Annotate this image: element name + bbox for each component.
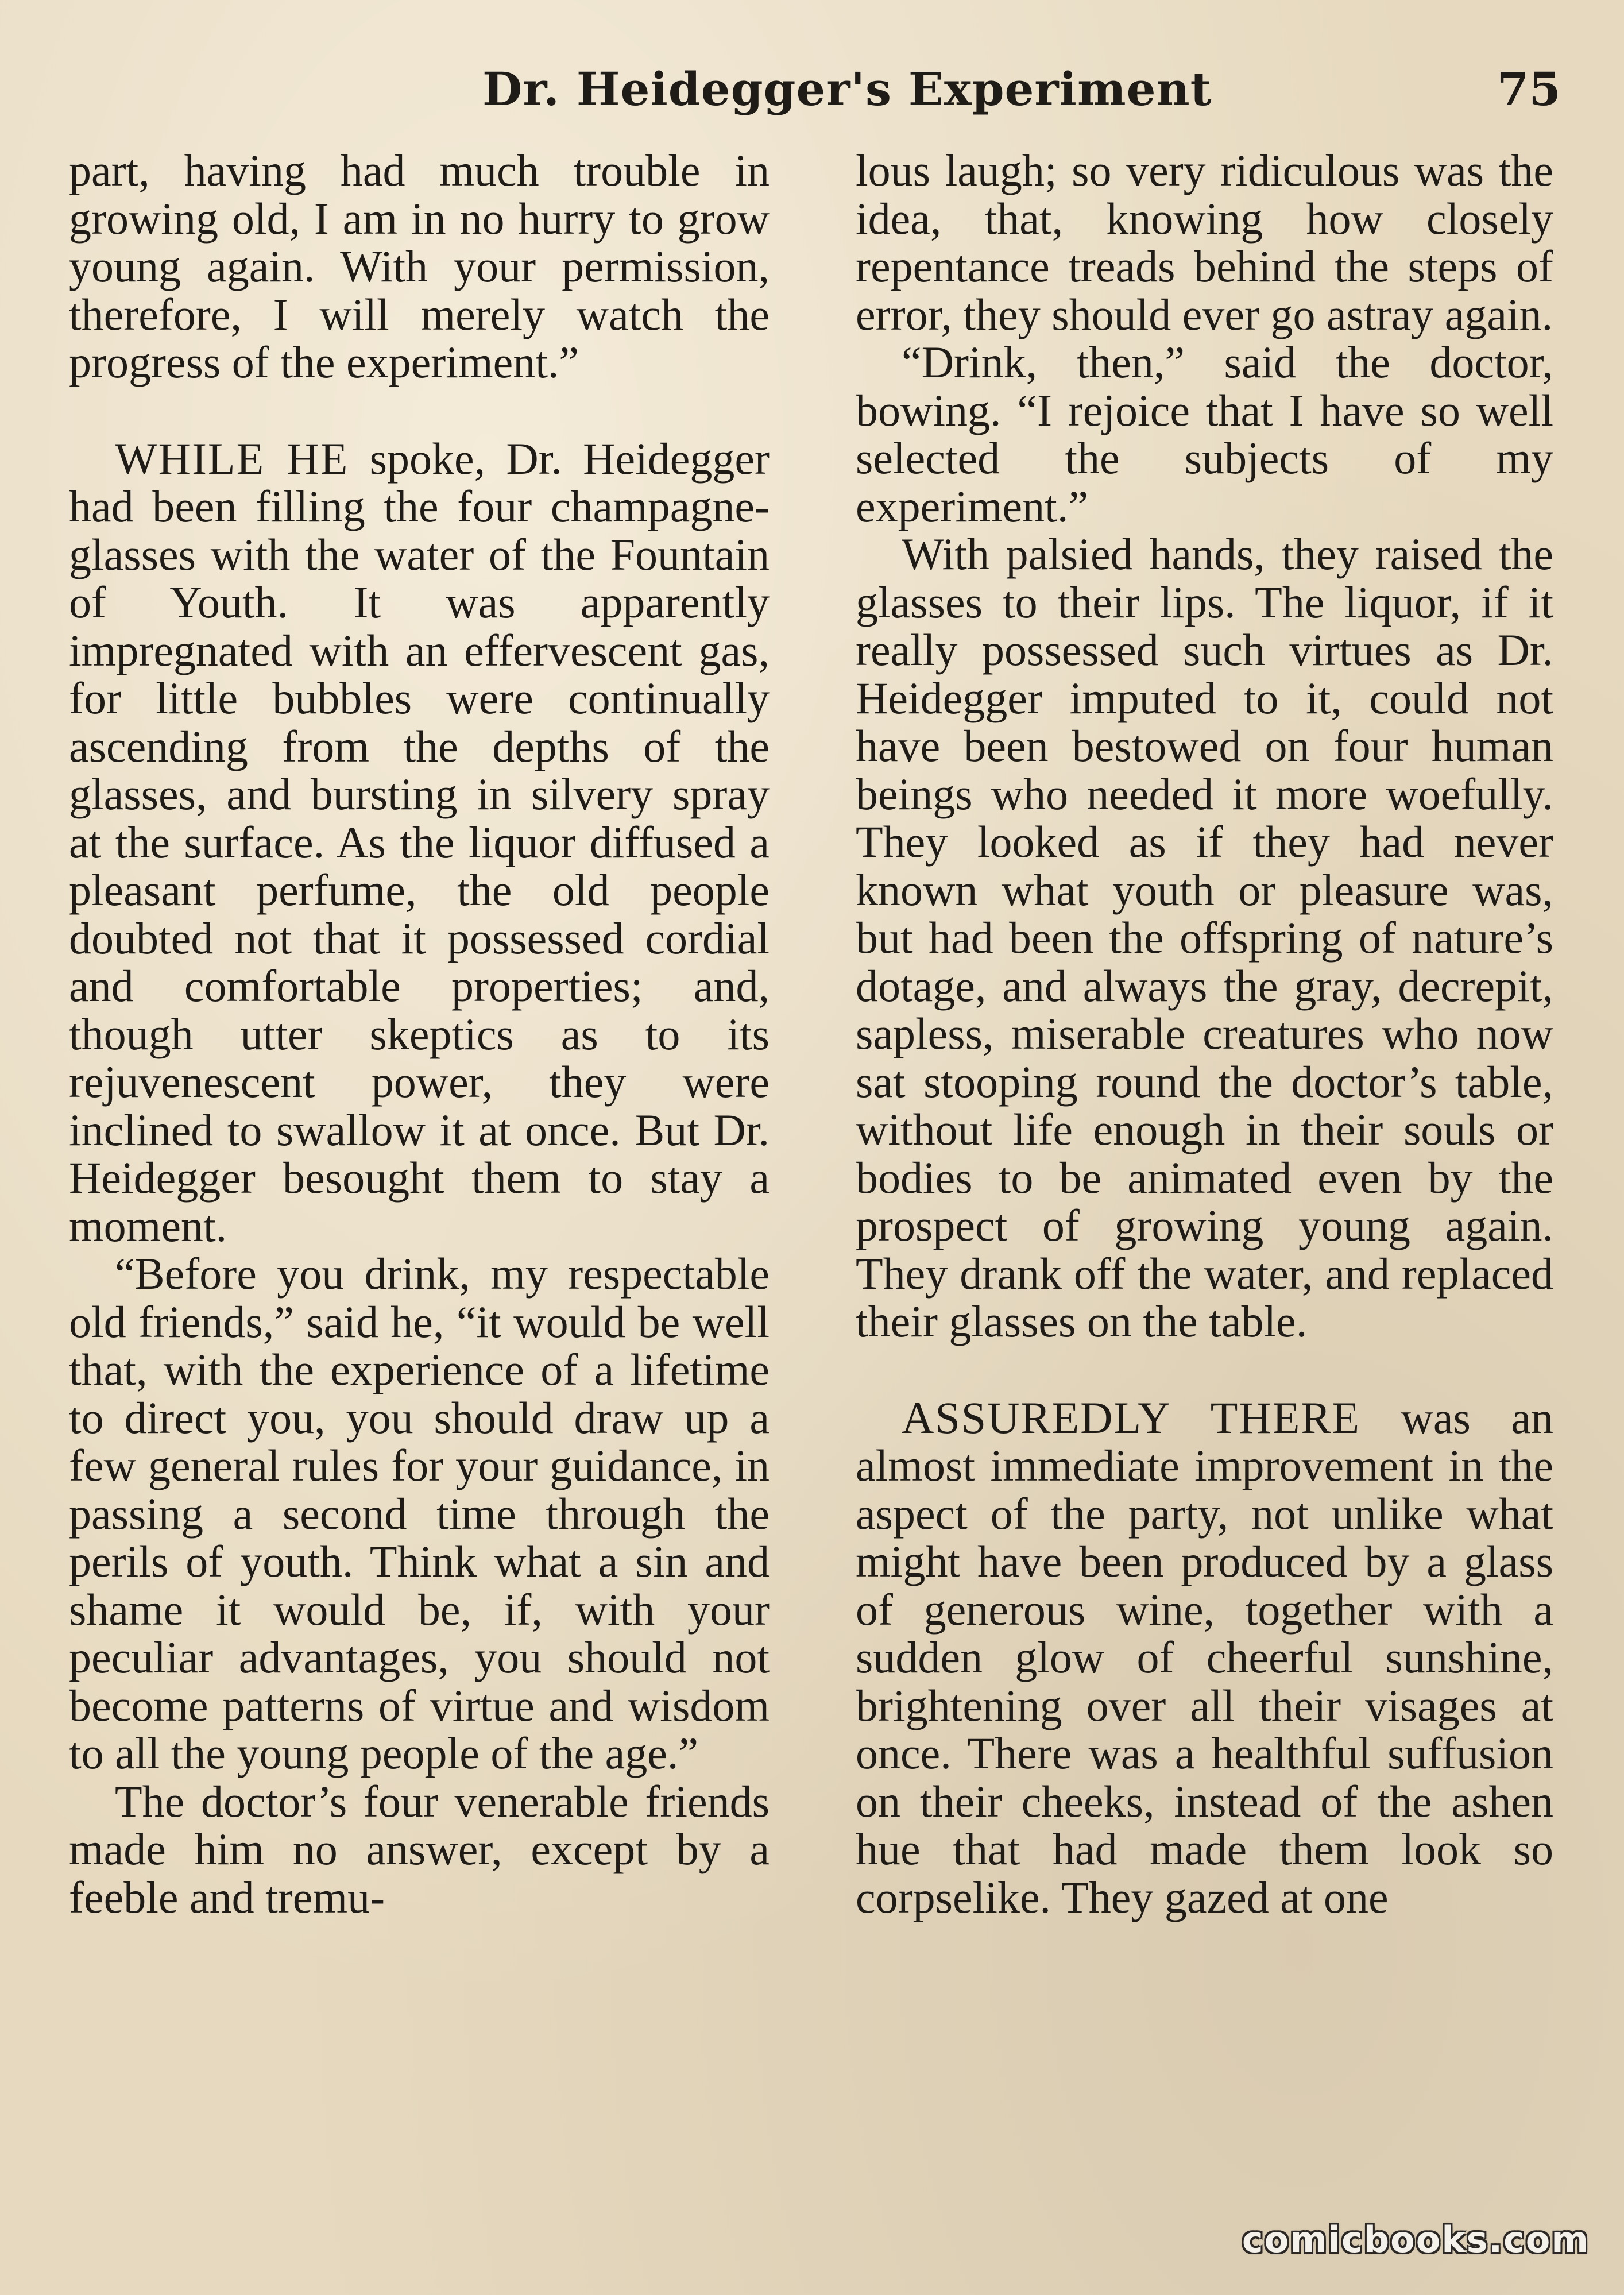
paragraph-text: was an almost immediate improvement in the aspect of the party, not unlike what might have been produced by a glass of generous wine, together with a sudden glow of cheerful sunshine, brightening over all their visages at once. There was a healthful suffusion on their cheeks, instead of the ashen hue that had made them look so corpselike. They gazed at one [856,1392,1553,1922]
watermark: comicbooks.com [1242,2219,1590,2261]
paragraph [69,146,770,387]
section-lead-in: ASSUREDLY THERE [902,1392,1361,1443]
section-lead-in: WHILE HE [115,433,349,484]
page-number: 75 [1497,62,1561,116]
paragraph [69,435,770,1250]
paragraph [69,1250,770,1778]
page-header [69,57,1561,121]
paragraph [69,1778,770,1922]
paragraph-text: part, having had much trouble in growing old, I am in no hurry to grow young again. With your permission, therefore, I will merely watch the progress of the experiment.” [69,145,770,387]
paragraph [856,1394,1553,1922]
running-title: Dr. Heidegger's Experiment [482,62,1212,116]
paragraph [856,530,1553,1346]
paragraph [856,146,1553,338]
paragraph-text: spoke, Dr. Heidegger had been filling the four champagne-glasses with the water of the Fountain of Youth. It was apparently impregnated with an effervescent gas, for little bubbles were continually ascending from the depths of the glasses, and bursting in silvery spray at the surface. As the liquor diffused a pleasant perfume, the old people doubted not that it possessed cordial and comfortable properties; and, though utter skeptics as to its rejuvenescent power, they were inclined to swallow it at once. But Dr. Heidegger besought them to stay a moment. [69,433,770,1251]
paragraph-text: “Drink, then,” said the doctor, bowing. “I rejoice that I have so well selected the subjects of my experiment.” [856,337,1553,531]
paragraph-text: The doctor’s four venerable friends made him no answer, except by a feeble and tremu- [69,1776,770,1922]
paragraph [856,338,1553,530]
right-column [856,146,1553,1921]
left-column [69,146,770,1921]
paragraph-text: “Before you drink, my respectable old friends,” said he, “it would be well that, with the experience of a lifetime to direct you, you should draw up a few general rules for your guidance, in passing a second time through the perils of youth. Think what a sin and shame it would be, if, with your peculiar advantages, you should not become patterns of virtue and wisdom to all the young people of the age.” [69,1249,770,1778]
paragraph-text: With palsied hands, they raised the glasses to their lips. The liquor, if it really possessed such virtues as Dr. Heidegger imputed to it, could not have been bestowed on four human beings who needed it more woefully. They looked as if they had never known what youth or pleasure was, but had been the offspring of nature’s dotage, and always the gray, decrepit, sapless, miserable creatures who now sat stooping round the doctor’s table, without life enough in their souls or bodies to be animated even by the prospect of growing young again. They drank off the water, and replaced their glasses on the table. [856,529,1553,1346]
paragraph-text: lous laugh; so very ridiculous was the idea, that, knowing how closely repentance treads behind the steps of error, they should ever go astray again. [856,145,1553,339]
